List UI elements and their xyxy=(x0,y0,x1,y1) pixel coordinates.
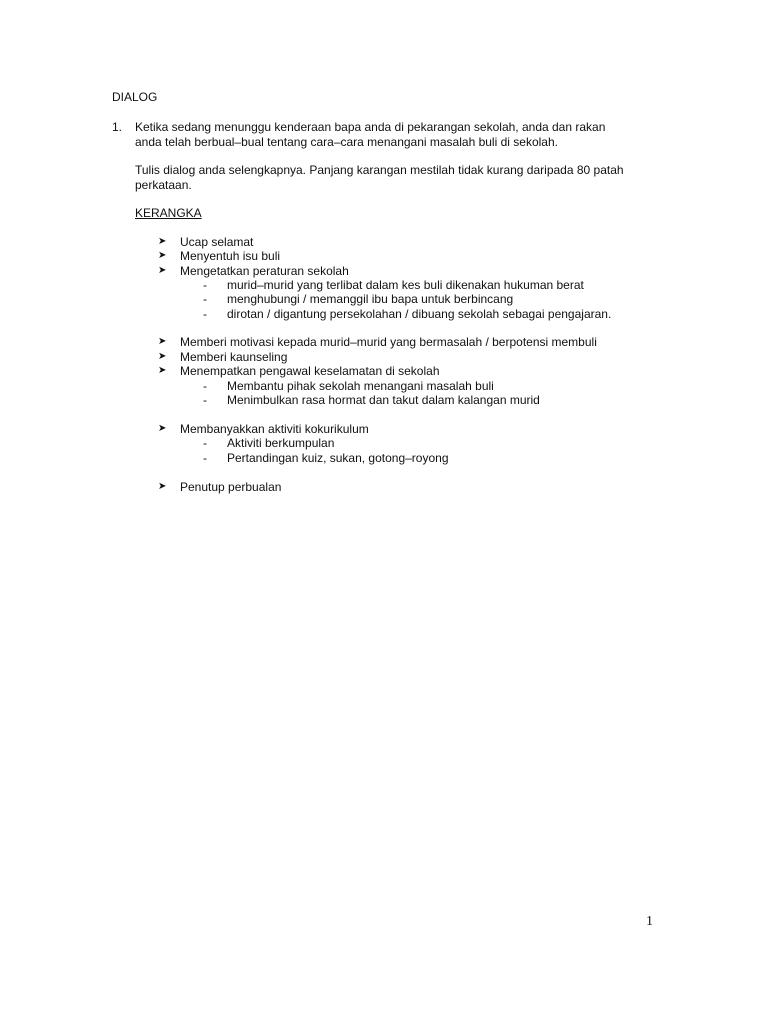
arrowhead-bullet-icon: ➤ xyxy=(158,265,167,276)
outline-subpoint-label: Menimbulkan rasa hormat dan takut dalam kalangan murid xyxy=(227,393,540,407)
kerangka-title: KERANGKA xyxy=(135,206,202,220)
outline-subpoint-label: menghubungi / memanggil ibu bapa untuk berbincang xyxy=(227,292,514,306)
outline-bullet xyxy=(158,350,287,365)
document-heading: DIALOG xyxy=(112,90,158,104)
outline-bullet xyxy=(158,422,369,437)
arrowhead-bullet-icon: ➤ xyxy=(158,365,167,376)
arrowhead-bullet-icon: ➤ xyxy=(158,236,167,247)
outline-bullet xyxy=(158,480,281,495)
outline-bullet xyxy=(158,335,597,350)
outline-subpoint-label: murid–murid yang terlibat dalam kes buli dikenakan hukuman berat xyxy=(227,278,584,292)
outline-subpoint xyxy=(203,436,334,451)
dash-marker: - xyxy=(203,451,207,465)
outline-subpoint xyxy=(203,292,513,307)
outline-bullet-label: Menyentuh isu buli xyxy=(180,249,281,263)
arrowhead-bullet-icon: ➤ xyxy=(158,351,167,362)
question-instruction xyxy=(135,163,624,192)
outline-bullet-label: Memberi motivasi kepada murid–murid yang bermasalah / berpotensi membuli xyxy=(180,335,597,349)
outline-bullet-label: Membanyakkan aktiviti kokurikulum xyxy=(180,422,369,436)
outline-subpoint-label: Membantu pihak sekolah menangani masalah buli xyxy=(227,379,494,393)
outline-subpoint xyxy=(203,451,449,466)
question-line: anda telah berbual–bual tentang cara–cara menangani masalah buli di sekolah. xyxy=(135,134,558,149)
dash-marker: - xyxy=(203,307,207,321)
instruction-line: Tulis dialog anda selengkapnya. Panjang karangan mestilah tidak kurang daripada 80 patah xyxy=(135,163,624,177)
outline-subpoint xyxy=(203,393,540,408)
question-number: 1. xyxy=(112,120,123,134)
outline-subpoint-label: dirotan / digantung persekolahan / dibuang sekolah sebagai pengajaran. xyxy=(227,307,612,321)
arrowhead-bullet-icon: ➤ xyxy=(158,336,167,347)
outline-subpoint xyxy=(203,278,584,293)
outline-bullet-label: Penutup perbualan xyxy=(180,480,282,494)
question-text xyxy=(135,120,635,149)
arrowhead-bullet-icon: ➤ xyxy=(158,250,167,261)
question-line: Ketika sedang menunggu kenderaan bapa anda di pekarangan sekolah, anda dan rakan xyxy=(135,120,606,134)
dash-marker: - xyxy=(203,292,207,306)
arrowhead-bullet-icon: ➤ xyxy=(158,481,167,492)
instruction-line: perkataan. xyxy=(135,177,192,192)
outline-bullet xyxy=(158,364,440,379)
outline-bullet-label: Menempatkan pengawal keselamatan di sekolah xyxy=(180,364,440,378)
dash-marker: - xyxy=(203,393,207,407)
outline-bullet-label: Mengetatkan peraturan sekolah xyxy=(180,264,349,278)
page-number: 1 xyxy=(646,914,653,929)
dash-marker: - xyxy=(203,379,207,393)
outline-subpoint-label: Pertandingan kuiz, sukan, gotong–royong xyxy=(227,451,449,465)
outline-bullet xyxy=(158,264,349,279)
dash-marker: - xyxy=(203,436,207,450)
dash-marker: - xyxy=(203,278,207,292)
outline-bullet-label: Ucap selamat xyxy=(180,235,254,249)
outline-subpoint-label: Aktiviti berkumpulan xyxy=(227,436,335,450)
outline-bullet xyxy=(158,235,253,250)
outline-bullet-label: Memberi kaunseling xyxy=(180,350,288,364)
outline-subpoint xyxy=(203,307,611,322)
arrowhead-bullet-icon: ➤ xyxy=(158,423,167,434)
outline-subpoint xyxy=(203,379,494,394)
outline-bullet xyxy=(158,249,280,264)
